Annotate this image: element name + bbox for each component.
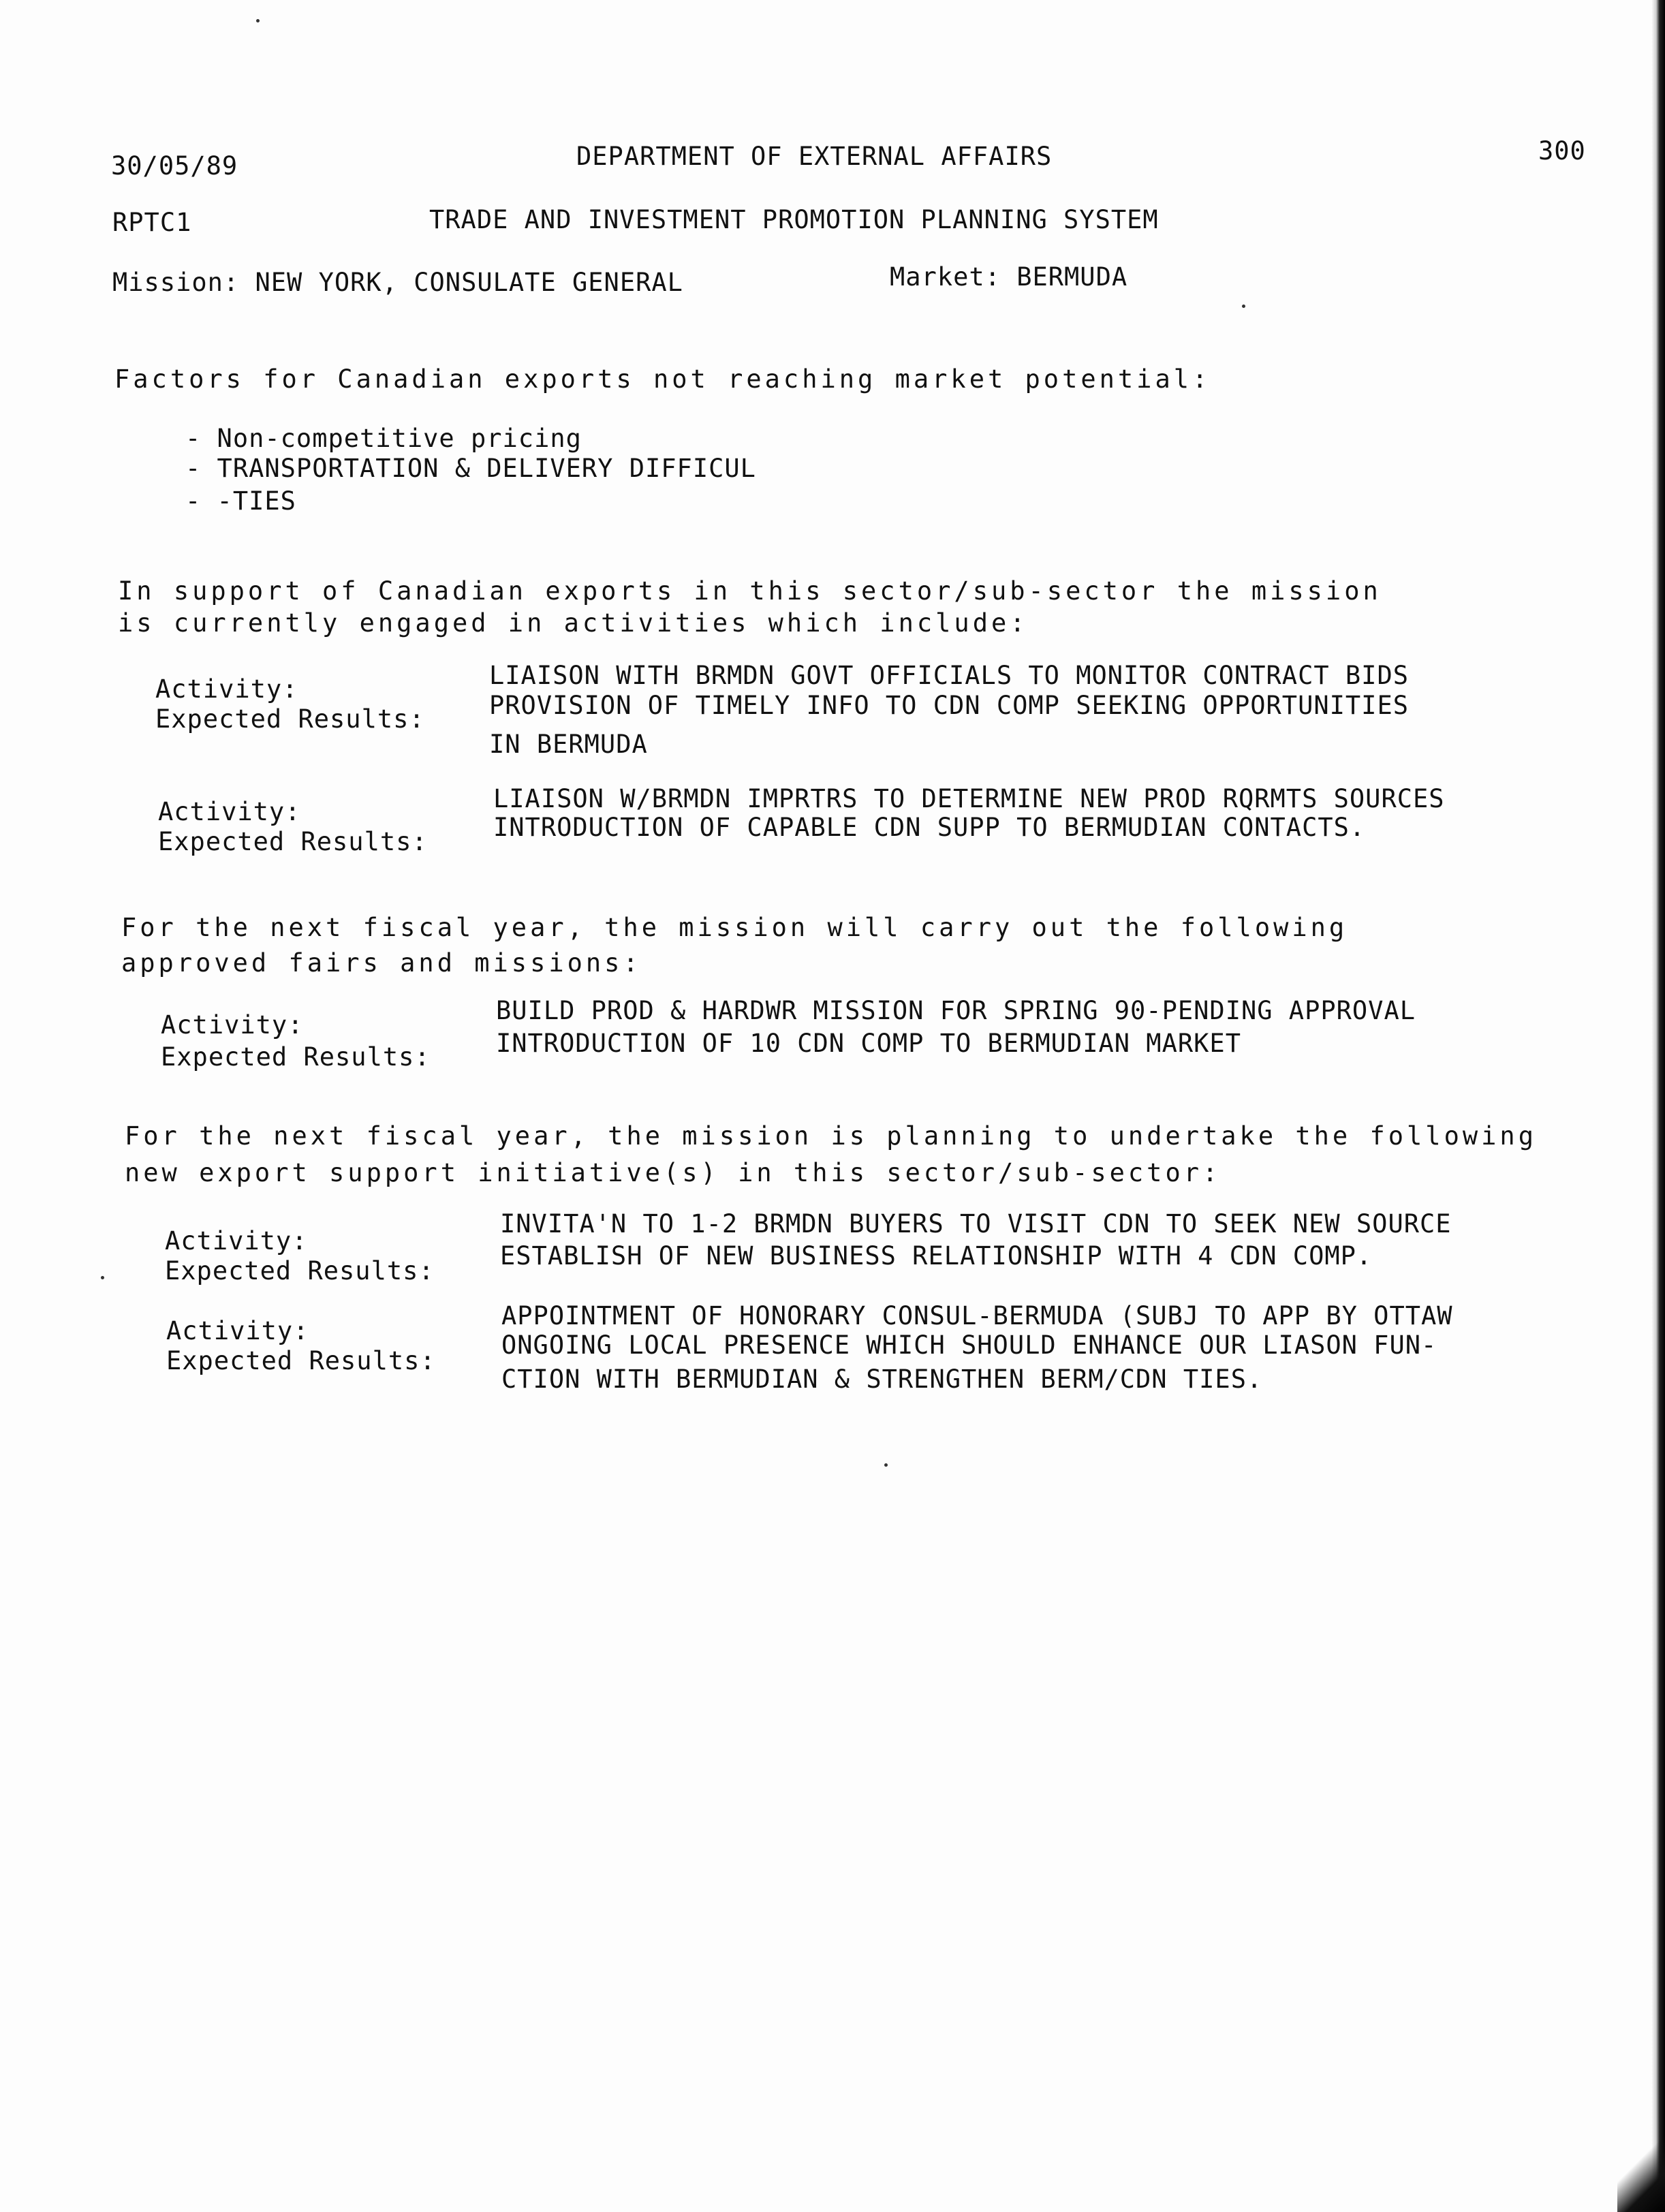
scan-speck — [101, 1276, 104, 1279]
market-line: Market: BERMUDA — [890, 262, 1128, 292]
planned-intro: new export support initiative(s) in this sector/sub-sector: — [125, 1158, 1221, 1187]
factor-item: - TRANSPORTATION & DELIVERY DIFFICUL — [185, 454, 756, 483]
results-label: Expected Results: — [161, 1042, 431, 1072]
activity-label: Activity: — [161, 1010, 304, 1040]
current-intro: In support of Canadian exports in this sector/sub-sector the mission — [118, 576, 1382, 606]
factor-item: - -TIES — [185, 486, 296, 516]
activity-label: Activity: — [158, 797, 301, 826]
activity-text: LIAISON WITH BRMDN GOVT OFFICIALS TO MONITOR CONTRACT BIDS — [489, 661, 1410, 690]
results-text: PROVISION OF TIMELY INFO TO CDN COMP SEEKING OPPORTUNITIES — [489, 691, 1410, 720]
results-text: INTRODUCTION OF CAPABLE CDN SUPP TO BERMUDIAN CONTACTS. — [493, 813, 1366, 842]
approved-intro: approved fairs and missions: — [121, 948, 642, 978]
results-label: Expected Results: — [158, 827, 428, 856]
results-text: IN BERMUDA — [489, 730, 648, 759]
activity-label: Activity: — [166, 1316, 309, 1345]
scan-speck — [1242, 305, 1245, 308]
results-label: Expected Results: — [166, 1346, 436, 1375]
planned-intro: For the next fiscal year, the mission is planning to undertake the following — [125, 1121, 1537, 1151]
results-label: Expected Results: — [165, 1256, 435, 1286]
factors-heading: Factors for Canadian exports not reaching market potential: — [114, 364, 1211, 394]
activity-text: LIAISON W/BRMDN IMPRTRS TO DETERMINE NEW PROD RQRMTS SOURCES — [493, 784, 1445, 813]
page-edge-shadow — [1651, 0, 1665, 2212]
report-code: RPTC1 — [112, 208, 192, 237]
report-date: 30/05/89 — [111, 151, 238, 181]
activity-label: Activity: — [155, 674, 298, 704]
results-text: ONGOING LOCAL PRESENCE WHICH SHOULD ENHANCE OUR LIASON FUN- — [501, 1330, 1437, 1360]
activity-text: APPOINTMENT OF HONORARY CONSUL-BERMUDA (SUBJ TO APP BY OTTAW — [501, 1301, 1453, 1330]
current-intro: is currently engaged in activities which include: — [118, 608, 1029, 638]
results-text: CTION WITH BERMUDIAN & STRENGTHEN BERM/CDN TIES. — [501, 1365, 1263, 1394]
results-text: ESTABLISH OF NEW BUSINESS RELATIONSHIP WITH 4 CDN COMP. — [500, 1241, 1373, 1271]
factor-item: - Non-competitive pricing — [185, 424, 582, 453]
results-label: Expected Results: — [155, 704, 425, 734]
results-text: INTRODUCTION OF 10 CDN COMP TO BERMUDIAN MARKET — [496, 1029, 1241, 1058]
scan-speck — [256, 19, 260, 22]
page-number: 300 — [1538, 136, 1586, 166]
page-corner-shadow — [1617, 2130, 1665, 2212]
activity-label: Activity: — [165, 1226, 308, 1256]
activity-text: INVITA'N TO 1-2 BRMDN BUYERS TO VISIT CDN TO SEEK NEW SOURCE — [500, 1209, 1452, 1239]
mission-line: Mission: NEW YORK, CONSULATE GENERAL — [112, 268, 683, 297]
activity-text: BUILD PROD & HARDWR MISSION FOR SPRING 90-PENDING APPROVAL — [496, 996, 1416, 1025]
department-title: DEPARTMENT OF EXTERNAL AFFAIRS — [576, 142, 1053, 171]
scan-speck — [884, 1463, 888, 1467]
system-title: TRADE AND INVESTMENT PROMOTION PLANNING SYSTEM — [429, 205, 1159, 234]
approved-intro: For the next fiscal year, the mission will carry out the following — [121, 913, 1348, 942]
